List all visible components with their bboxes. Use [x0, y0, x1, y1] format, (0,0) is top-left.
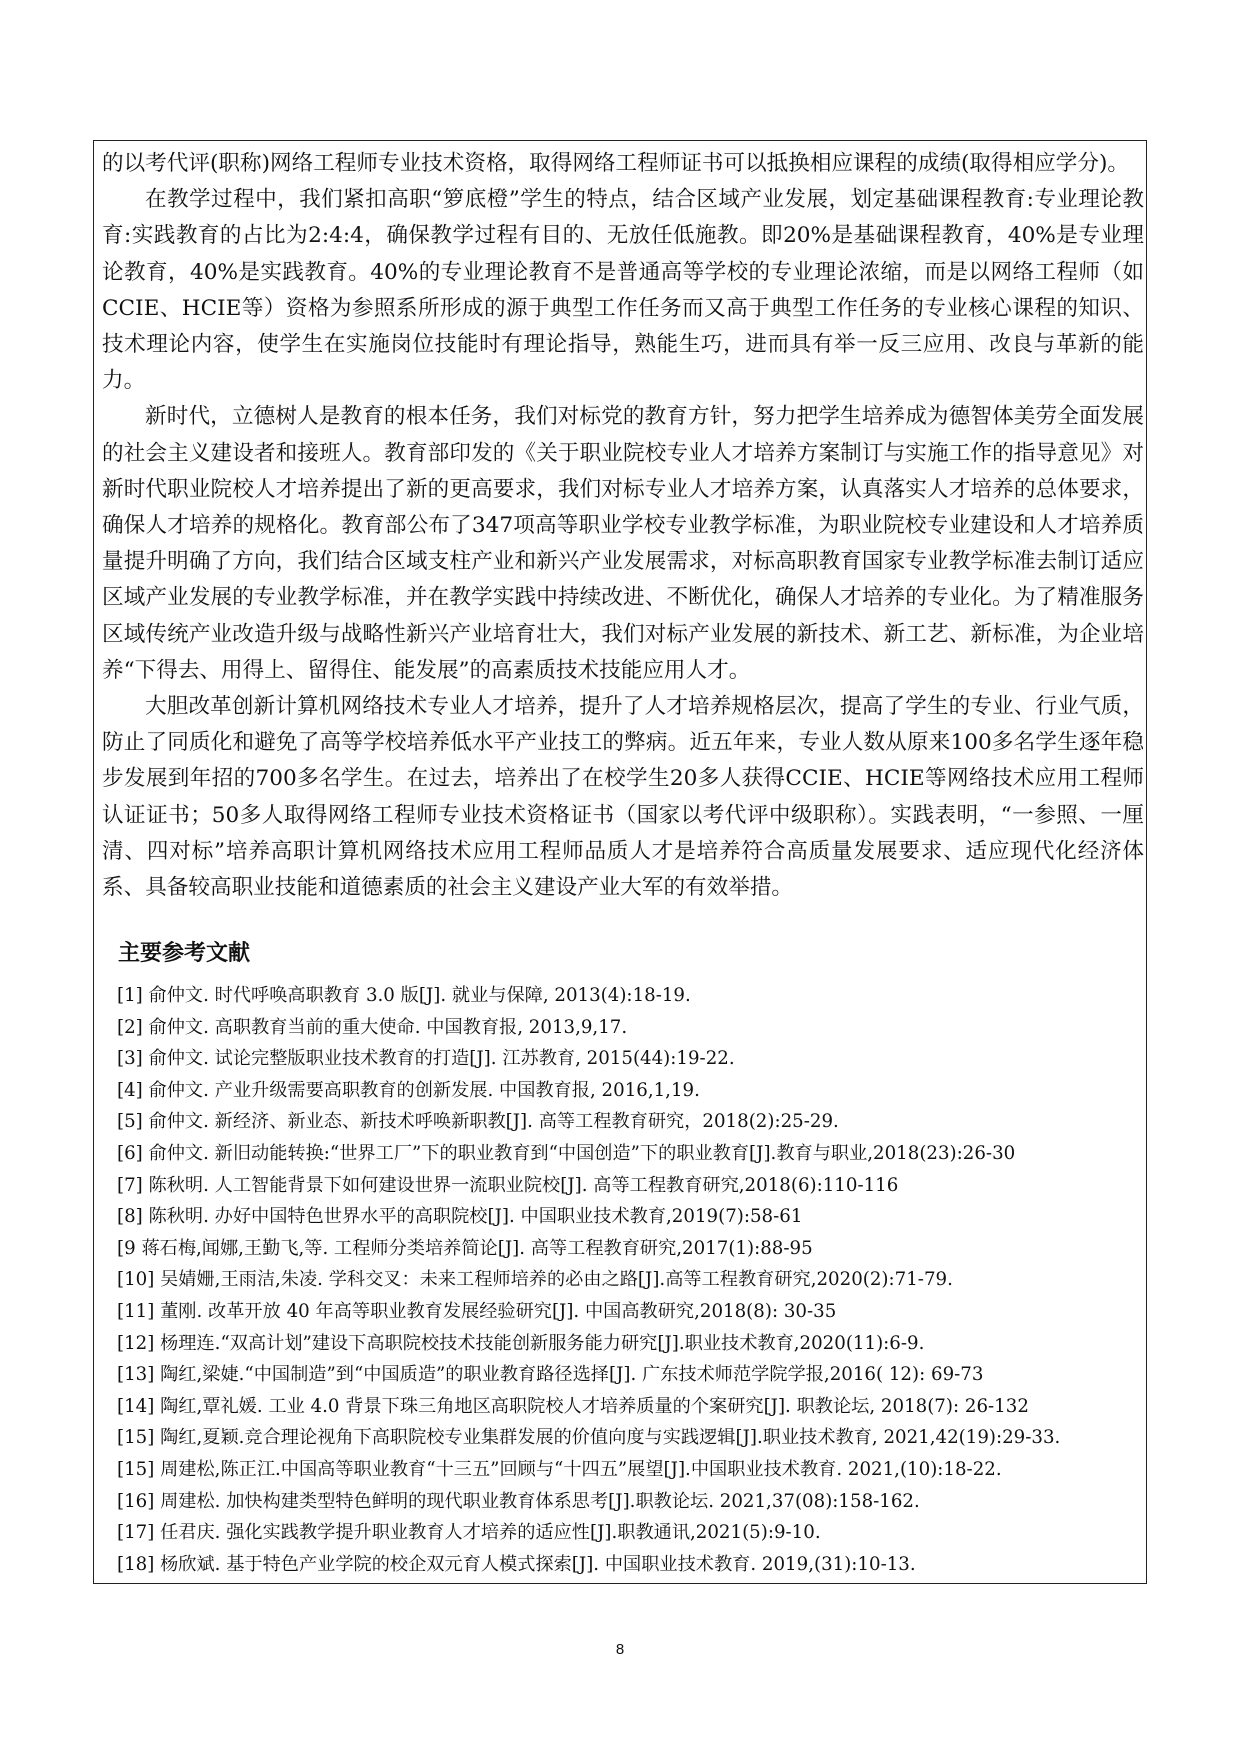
reference-item: [11] 董刚. 改革开放 40 年高等职业教育发展经验研究[J]. 中国高教研究,2018(8): 30-35: [117, 1300, 837, 1322]
reference-item: [3] 俞仲文. 试论完整版职业技术教育的打造[J]. 江苏教育, 2015(44):19-22.: [117, 1048, 735, 1070]
reference-item: [7] 陈秋明. 人工智能背景下如何建设世界一流职业院校[J]. 高等工程教育研究,2018(6):110-116: [117, 1174, 899, 1196]
reference-item: [15] 周建松,陈正江.中国高等职业教育“十三五”回顾与“十四五”展望[J].中国职业技术教育. 2021,(10):18-22.: [117, 1458, 1002, 1480]
reference-item: [4] 俞仲文. 产业升级需要高职教育的创新发展. 中国教育报, 2016,1,19.: [117, 1079, 700, 1101]
reference-item: [13] 陶红,梁婕.“中国制造”到“中国质造”的职业教育路径选择[J]. 广东技术师范学院学报,2016( 12): 69-73: [117, 1364, 984, 1386]
reference-item: [1] 俞仲文. 时代呼唤高职教育 3.0 版[J]. 就业与保障, 2013(4):18-19.: [117, 985, 691, 1006]
reference-item: [14] 陶红,覃礼媛. 工业 4.0 背景下珠三角地区高职院校人才培养质量的个案研究[J]. 职教论坛, 2018(7): 26-132: [117, 1395, 1029, 1417]
body-paragraph: 的以考代评(职称)网络工程师专业技术资格，取得网络工程师证书可以抵换相应课程的成绩(取得相应学分)。: [102, 151, 1130, 176]
reference-item: [12] 杨理连.“双高计划”建设下高职院校技术技能创新服务能力研究[J].职业技术教育,2020(11):6-9.: [117, 1332, 925, 1354]
reference-item: [9 蒋石梅,闻娜,王勤飞,等. 工程师分类培养简论[J]. 高等工程教育研究,2017(1):88-95: [117, 1237, 813, 1259]
reference-item: [10] 吴婧姗,王雨洁,朱凌. 学科交叉：未来工程师培养的必由之路[J].高等工程教育研究,2020(2):71-79.: [117, 1269, 953, 1291]
body-text: [102, 146, 1144, 906]
page-number: 8: [615, 1641, 625, 1658]
reference-item: [18] 杨欣斌. 基于特色产业学院的校企双元育人模式探索[J]. 中国职业技术教育. 2019,(31):10-13.: [117, 1553, 916, 1575]
reference-item: [8] 陈秋明. 办好中国特色世界水平的高职院校[J]. 中国职业技术教育,2019(7):58-61: [117, 1206, 803, 1228]
reference-item: [17] 任君庆. 强化实践教学提升职业教育人才培养的适应性[J].职教通讯,2021(5):9-10.: [117, 1522, 821, 1544]
reference-item: [5] 俞仲文. 新经济、新业态、新技术呼唤新职教[J]. 高等工程教育研究，2018(2):25-29.: [117, 1111, 839, 1133]
body-paragraph: 在教学过程中，我们紧扣高职“箩底橙”学生的特点，结合区域产业发展，划定基础课程教育:专业理论教育:实践教育的占比为2:4:4，确保教学过程有目的、无放任低施教。即20%是基础课程教育，40%是专业理论教育，40%是实践教育。40%的专业理论教育不是普通高等学校的专业理论浓缩，而是以网络工程师（如CCIE、HCIE等）资格为参照系所形成的源于典型工作任务而又高于典型工作任务的专业核心课程的知识、技术理论内容，使学生在实施岗位技能时有理论指导，熟能生巧，进而具有举一反三应用、改良与革新的能力。: [102, 187, 1144, 394]
references-heading: 主要参考文献: [118, 941, 251, 966]
reference-item: [2] 俞仲文. 高职教育当前的重大使命. 中国教育报, 2013,9,17.: [117, 1016, 628, 1038]
body-paragraph: 新时代，立德树人是教育的根本任务，我们对标党的教育方针，努力把学生培养成为德智体美劳全面发展的社会主义建设者和接班人。教育部印发的《关于职业院校专业人才培养方案制订与实施工作的指导意见》对新时代职业院校人才培养提出了新的更高要求，我们对标专业人才培养方案，认真落实人才培养的总体要求，确保人才培养的规格化。教育部公布了347项高等职业学校专业教学标准，为职业院校专业建设和人才培养质量提升明确了方向，我们结合区域支柱产业和新兴产业发展需求，对标高职教育国家专业教学标准去制订适应区域产业发展的专业教学标准，并在教学实践中持续改进、不断优化，确保人才培养的专业化。为了精准服务区域传统产业改造升级与战略性新兴产业培育壮大，我们对标产业发展的新技术、新工艺、新标准，为企业培养“下得去、用得上、留得住、能发展”的高素质技术技能应用人才。: [102, 404, 1144, 683]
body-paragraph: 大胆改革创新计算机网络技术专业人才培养，提升了人才培养规格层次，提高了学生的专业、行业气质，防止了同质化和避免了高等学校培养低水平产业技工的弊病。近五年来，专业人数从原来100多名学生逐年稳步发展到年招的700多名学生。在过去，培养出了在校学生20多人获得CCIE、HCIE等网络技术应用工程师认证证书；50多人取得网络工程师专业技术资格证书（国家以考代评中级职称）。实践表明，“一参照、一厘清、四对标”培养高职计算机网络技术应用工程师品质人才是培养符合高质量发展要求、适应现代化经济体系、具备较高职业技能和道德素质的社会主义建设产业大军的有效举措。: [102, 694, 1144, 901]
reference-item: [16] 周建松. 加快构建类型特色鲜明的现代职业教育体系思考[J].职教论坛. 2021,37(08):158-162.: [117, 1490, 920, 1512]
reference-item: [15] 陶红,夏颖.竞合理论视角下高职院校专业集群发展的价值向度与实践逻辑[J].职业技术教育, 2021,42(19):29-33.: [117, 1427, 1061, 1449]
reference-list: [117, 980, 1139, 1580]
reference-item: [6] 俞仲文. 新旧动能转换:“世界工厂”下的职业教育到“中国创造”下的职业教育[J].教育与职业,2018(23):26-30: [117, 1142, 1016, 1164]
